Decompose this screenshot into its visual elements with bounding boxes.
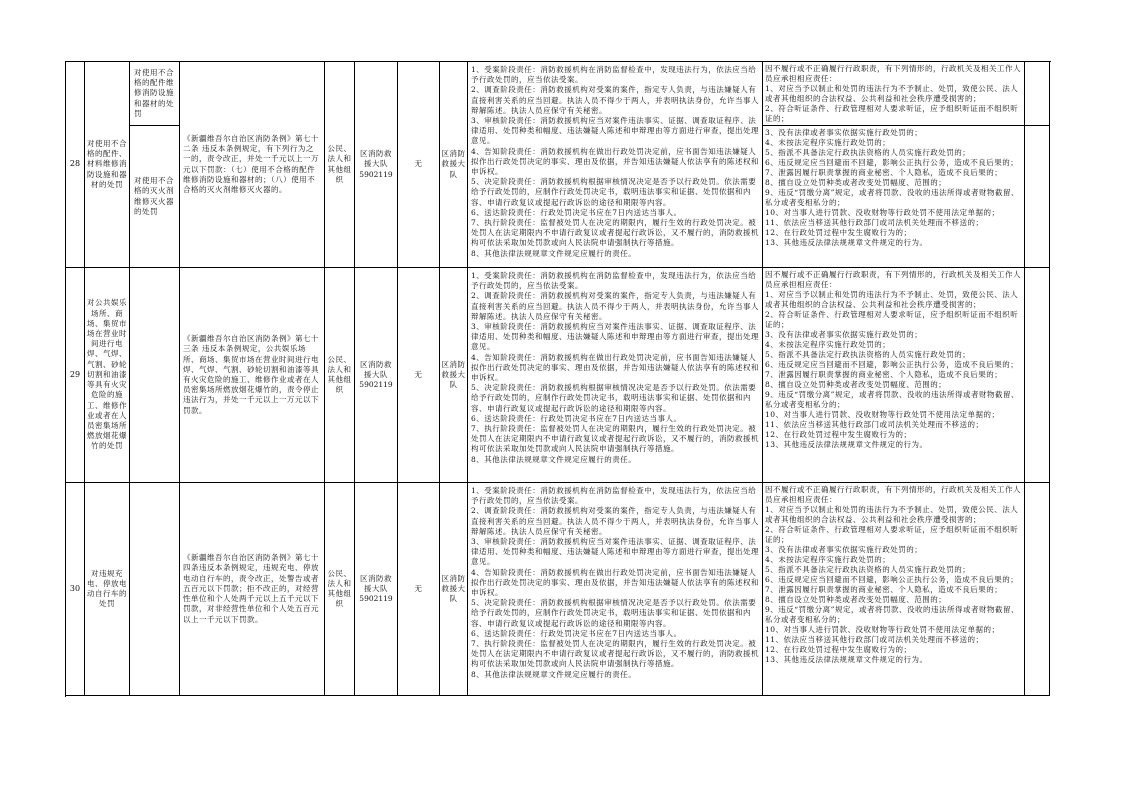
applicable-subject: 公民、法人和其他组织: [327, 354, 352, 395]
legal-basis: 《新疆维吾尔自治区消防条例》第七十三条 违反本条例规定，公共娱乐场所、商场、集贸市场在营业时间进行电焊、气焊、气割、砂轮切割和油漆等具有火灾危险的施工、维修作业或者在人员密集场所燃放烟花爆竹的，责令停止违法行为，并处一千元以上一万元以下罚款。: [183, 334, 319, 415]
none-value: 无: [414, 583, 423, 593]
accountability-item: 6、违反规定应当回避而不回避，影响公正执行公务，造成不良后果的；: [765, 360, 1019, 369]
implementing-body: [357, 574, 395, 605]
accountability-item: 3、没有法律或者事实依据实施行政处罚的；: [765, 330, 923, 339]
responsibility-item: 8、其他法律法规规章文件规定应履行的责任。: [471, 248, 637, 258]
accountability-item: 11、依法应当移送其他行政部门或司法机关处理而不移送的；: [765, 635, 984, 644]
implementing-body-name: 区消防救援大队: [360, 573, 392, 593]
accountability-item: 6、违反规定应当回避而不回避，影响公正执行公务，造成不良后果的；: [765, 158, 1019, 167]
accountability-item: 5、指派不具备法定行政执法资格的人员实施行政处罚的；: [765, 565, 971, 574]
accountability-item: 12、在行政处罚过程中发生腐败行为的；: [765, 645, 912, 654]
remarks-cell: [1025, 268, 1050, 483]
responsibility-list: [471, 271, 759, 465]
responsibility-item: 5、决定阶段责任：消防救援机构根据审核情况决定是否予以行政处罚。依法需要给予行政处罚的，应制作行政处罚决定书，载明违法事实和证据、处罚依据和内容、申请行政复议或提起行政诉讼的途径和期限等内容。: [471, 177, 757, 207]
accountability-cell: [763, 62, 1025, 126]
responsibility-item: 1、受案阶段责任：消防救援机构在消防监督检查中，发现违法行为，依法应当给予行政处罚的，应当依法受案。: [471, 486, 757, 506]
accountability-item: 4、未按法定程序实施行政处罚的；: [765, 340, 891, 349]
accountability-item: 9、违反“罚缴分离”规定，或者将罚款、没收的违法所得或者财物截留、私分或者变相私分的；: [765, 605, 1019, 624]
sub-item-cell: [130, 62, 180, 126]
accountability-item: 11、依法应当移送其他行政部门或司法机关处理而不移送的；: [765, 420, 984, 429]
accountability-item: 13、其他违反法律法规规章文件规定的行为。: [765, 440, 928, 449]
accountability-item: 2、符合听证条件、行政管理相对人要求听证，应予组织听证而不组织听证的；: [765, 104, 1019, 123]
accountability-item: 5、指派不具备法定行政执法资格的人员实施行政处罚的；: [765, 148, 971, 157]
contact-phone: 5902119: [359, 594, 393, 604]
responsibility-item: 2、调查阶段责任：消防救援机构对受案的案件，指定专人负责，与违法嫌疑人有直接利害关系的应当回避。执法人员不得少于两人，并表明执法身份，允许当事人辩解陈述。执法人员应保守有关秘密。: [471, 291, 759, 321]
accountability-list: [765, 128, 1022, 248]
applicable-subject: 公民、法人和其他组织: [327, 568, 352, 609]
undertaking-unit-cell: [440, 268, 468, 483]
accountability-item: 8、擅自设立处罚种类或者改变处罚幅度、范围的；: [765, 380, 947, 389]
accountability-item: 2、符合听证条件、行政管理相对人要求听证，应予组织听证而不组织听证的；: [765, 525, 1019, 544]
accountability-item: 6、违反规定应当回避而不回避，影响公正执行公务，造成不良后果的；: [765, 575, 1019, 584]
responsibility-item: 5、决定阶段责任：消防救援机构根据审核情况决定是否予以行政处罚。依法需要给予行政处罚的，应制作行政处罚决定书，载明违法事实和证据、处罚依据和内容、申请行政复议或提起行政诉讼的途径和期限等内容。: [471, 383, 757, 413]
accountability-item: 5、指派不具备法定行政执法资格的人员实施行政处罚的；: [765, 350, 971, 359]
item-name-cell: [85, 268, 130, 483]
accountability-item: 因不履行或不正确履行行政职责，有下列情形的，行政机关及相关工作人员应承担相应责任：: [765, 270, 1021, 289]
subject-cell: [325, 62, 355, 268]
accountability-cell: [763, 268, 1025, 483]
accountability-item: 7、泄露因履行职责掌握的商业秘密、个人隐私，造成不良后果的；: [765, 370, 1003, 379]
remarks-cell: [1025, 126, 1050, 268]
subject-cell: [325, 268, 355, 483]
responsibility-list: [471, 486, 759, 680]
accountability-item: 1、对应当予以制止和处罚的违法行为不予制止、处罚，致使公民、法人或者其他组织的合法权益、公共利益和社会秩序遭受损害的；: [765, 290, 1019, 309]
item-name-cell: [85, 483, 130, 696]
accountability-item: 8、擅自设立处罚种类或者改变处罚幅度、范围的；: [765, 595, 947, 604]
accountability-item: 3、没有法律或者事实依据实施行政处罚的；: [765, 128, 923, 137]
responsibility-item: 1、受案阶段责任：消防救援机构在消防监督检查中，发现违法行为，依法应当给予行政处罚的，应当依法受案。: [471, 271, 757, 291]
accountability-item: 9、违反“罚缴分离”规定，或者将罚款、没收的违法所得或者财物截留、私分或者变相私分的；: [765, 390, 1019, 409]
responsibility-item: 4、告知阶段责任：消防救援机构在做出行政处罚决定前，应书面告知违法嫌疑人拟作出行政处罚决定的事实、理由及依据，并告知违法嫌疑人依法享有的陈述权和申诉权。: [471, 146, 759, 177]
accountability-item: 11、依法应当移送其他行政部门或司法机关处理而不移送的；: [765, 218, 984, 227]
sub-item-cell: [130, 483, 180, 696]
accountability-item: 12、在行政处罚过程中发生腐败行为的；: [765, 430, 912, 439]
responsibility-item: 2、调查阶段责任：消防救援机构对受案的案件，指定专人负责，与违法嫌疑人有直接利害关系的应当回避。执法人员不得少于两人，并表明执法身份，允许当事人辩解陈述。执法人员应保守有关秘密。: [471, 85, 759, 115]
implementing-body-cell: [355, 62, 398, 268]
responsibility-item: 6、送达阶段责任：行政处罚决定书应在7日内送达当事人。: [471, 628, 682, 638]
responsibility-cell: [468, 268, 763, 483]
row-number: 28: [69, 159, 81, 169]
accountability-item: 10、对当事人进行罚款、没收财物等行政处罚不使用法定单据的；: [765, 208, 1000, 217]
row-number-cell: [66, 483, 85, 696]
implementing-body-name: 区消防救援大队: [360, 359, 392, 379]
accountability-item: 因不履行或不正确履行行政职责，有下列情形的，行政机关及相关工作人员应承担相应责任：: [765, 64, 1021, 83]
implementing-body: [357, 149, 395, 180]
accountability-item: 4、未按法定程序实施行政处罚的；: [765, 138, 891, 147]
responsibility-cell: [468, 62, 763, 268]
responsibility-item: 5、决定阶段责任：消防救援机构根据审核情况决定是否予以行政处罚。依法需要给予行政处罚的，应制作行政处罚决定书，载明违法事实和证据、处罚依据和内容、申请行政复议或提起行政诉讼的途径和期限等内容。: [471, 598, 757, 628]
responsibility-item: 4、告知阶段责任：消防救援机构在做出行政处罚决定前，应书面告知违法嫌疑人拟作出行政处罚决定的事实、理由及依据，并告知违法嫌疑人依法享有的陈述权和申诉权。: [471, 352, 759, 383]
remarks-cell: [1025, 62, 1050, 126]
accountability-item: 7、泄露因履行职责掌握的商业秘密、个人隐私，造成不良后果的；: [765, 585, 1003, 594]
responsibility-item: 6、送达阶段责任：行政处罚决定书应在7日内送达当事人。: [471, 207, 682, 217]
responsibility-item: 3、审核阶段责任：消防救援机构应当对案件违法事实、证据、调查取证程序、法律适用、处罚种类和幅度、违法嫌疑人陈述和申辩理由等方面进行审查，提出处理意见。: [471, 322, 759, 352]
contact-phone: 5902119: [359, 380, 393, 390]
implementing-body-cell: [355, 268, 398, 483]
responsibility-item: 2、调查阶段责任：消防救援机构对受案的案件，指定专人负责，与违法嫌疑人有直接利害关系的应当回避。执法人员不得少于两人，并表明执法身份，允许当事人辩解陈述。执法人员应保守有关秘密。: [471, 506, 759, 536]
undertaking-unit: 区消防救援大队: [441, 359, 466, 390]
row-number: 30: [69, 583, 81, 593]
sub-item-name: 对使用不合格的灭火剂维修灭火器的处罚: [134, 176, 174, 216]
none-value-cell: [398, 268, 440, 483]
table-row: [66, 62, 1050, 268]
table-row: [66, 268, 1050, 483]
responsibility-list: [471, 65, 759, 259]
responsibility-item: 7、执行阶段责任：监督被处罚人在决定的期限内，履行生效的行政处罚决定。被处罚人在法定期限内不申请行政复议或者提起行政诉讼，又不履行的，消防救援机构可依法采取加处罚款或向人民法院申请强制执行等措施。: [471, 218, 759, 248]
undertaking-unit-cell: [440, 483, 468, 696]
responsibility-item: 4、告知阶段责任：消防救援机构在做出行政处罚决定前，应书面告知违法嫌疑人拟作出行政处罚决定的事实、理由及依据，并告知违法嫌疑人依法享有的陈述权和申诉权。: [471, 567, 759, 598]
responsibility-item: 6、送达阶段责任：行政处罚决定书应在7日内送达当事人。: [471, 413, 682, 423]
none-value: 无: [414, 159, 423, 169]
sub-item-cell: [130, 268, 180, 483]
enforcement-table: [65, 61, 1051, 697]
row-number-cell: [66, 62, 85, 268]
row-number-cell: [66, 268, 85, 483]
accountability-item: 10、对当事人进行罚款、没收财物等行政处罚不使用法定单据的；: [765, 410, 1000, 419]
accountability-item: 因不履行或不正确履行行政职责，有下列情形的，行政机关及相关工作人员应承担相应责任：: [765, 485, 1021, 504]
implementing-body-cell: [355, 483, 398, 696]
undertaking-unit-cell: [440, 62, 468, 268]
responsibility-item: 3、审核阶段责任：消防救援机构应当对案件违法事实、证据、调查取证程序、法律适用、处罚种类和幅度、违法嫌疑人陈述和申辩理由等方面进行审查，提出处理意见。: [471, 116, 759, 146]
responsibility-item: 8、其他法律法规规章文件规定应履行的责任。: [471, 454, 637, 464]
item-name: 对使用不合格的配件、材料维修消防设施和器材的处罚: [87, 138, 127, 189]
table-row: [66, 483, 1050, 696]
none-value-cell: [398, 483, 440, 696]
contact-phone: 5902119: [359, 169, 393, 179]
accountability-item: 2、符合听证条件、行政管理相对人要求听证，应予组织听证而不组织听证的；: [765, 310, 1019, 329]
legal-basis: 《新疆维吾尔自治区消防条例》第七十二条 违反本条例规定，有下列行为之一的，责令改正，并处一千元以上一万元以下罚款：（七）使用不合格的配件维修消防设施和器材的；（八）使用不合格的灭火剂维修灭火器的。: [183, 133, 319, 194]
undertaking-unit: 区消防救援大队: [441, 573, 466, 604]
legal-basis-cell: [180, 62, 325, 268]
sub-item-name: 对使用不合格的配件维修消防设施和器材的处罚: [134, 67, 174, 118]
item-name: 对违规充电、停放电动自行车的处罚: [87, 568, 127, 609]
accountability-cell: [763, 126, 1025, 268]
accountability-item: 10、对当事人进行罚款、没收财物等行政处罚不使用法定单据的；: [765, 625, 1000, 634]
responsibility-item: 1、受案阶段责任：消防救援机构在消防监督检查中，发现违法行为，依法应当给予行政处罚的，应当依法受案。: [471, 65, 757, 85]
none-value-cell: [398, 62, 440, 268]
accountability-item: 8、擅自设立处罚种类或者改变处罚幅度、范围的；: [765, 178, 947, 187]
legal-basis: 《新疆维吾尔自治区消防条例》第七十四条违反本条例规定，违规充电、停放电动自行车的，责令改正，处警告或者五百元以下罚款；拒不改正的，对经营性单位和个人处两千元以上五千元以下罚款，对非经营性单位和个人处五百元以上一千元以下罚款。: [183, 553, 319, 624]
accountability-item: 7、泄露因履行职责掌握的商业秘密、个人隐私，造成不良后果的；: [765, 168, 1003, 177]
sub-item-cell: [130, 126, 180, 268]
accountability-item: 4、未按法定程序实施行政处罚的；: [765, 555, 891, 564]
legal-basis-cell: [180, 483, 325, 696]
accountability-item: 13、其他违反法律法规规章文件规定的行为。: [765, 238, 928, 247]
remarks-cell: [1025, 483, 1050, 696]
undertaking-unit: 区消防救援大队: [441, 149, 466, 179]
accountability-item: 1、对应当予以制止和处罚的违法行为不予制止、处罚，致使公民、法人或者其他组织的合法权益、公共利益和社会秩序遭受损害的；: [765, 505, 1019, 524]
accountability-item: 9、违反“罚缴分离”规定，或者将罚款、没收的违法所得或者财物截留、私分或者变相私分的；: [765, 188, 1019, 207]
responsibility-item: 7、执行阶段责任：监督被处罚人在决定的期限内，履行生效的行政处罚决定。被处罚人在法定期限内不申请行政复议或者提起行政诉讼，又不履行的，消防救援机构可依法采取加处罚款或向人民法院申请强制执行等措施。: [471, 639, 759, 669]
responsibility-cell: [468, 483, 763, 696]
accountability-item: 1、对应当予以制止和处罚的违法行为不予制止、处罚，致使公民、法人或者其他组织的合法权益、公共利益和社会秩序遭受损害的；: [765, 84, 1019, 103]
accountability-cell: [763, 483, 1025, 696]
responsibility-item: 3、审核阶段责任：消防救援机构应当对案件违法事实、证据、调查取证程序、法律适用、处罚种类和幅度、违法嫌疑人陈述和申辩理由等方面进行审查，提出处理意见。: [471, 537, 759, 567]
implementing-body-name: 区消防救援大队: [360, 149, 392, 169]
accountability-list: [765, 270, 1022, 450]
accountability-list: [765, 485, 1022, 665]
accountability-item: 13、其他违反法律法规规章文件规定的行为。: [765, 655, 928, 664]
legal-basis-cell: [180, 268, 325, 483]
subject-cell: [325, 483, 355, 696]
row-number: 29: [69, 369, 81, 379]
applicable-subject: 公民、法人和其他组织: [327, 144, 352, 184]
responsibility-item: 8、其他法律法规规章文件规定应履行的责任。: [471, 669, 637, 679]
responsibility-item: 7、执行阶段责任：监督被处罚人在决定的期限内，履行生效的行政处罚决定。被处罚人在法定期限内不申请行政复议或者提起行政诉讼，又不履行的，消防救援机构可依法采取加处罚款或向人民法院申请强制执行等措施。: [471, 424, 759, 454]
item-name: 对公共娱乐场所、商场、集贸市场在营业时间进行电焊、气焊、气割、砂轮切割和油漆等具有火灾危险的施工、维修作业或者在人员密集场所燃放烟花爆竹的处罚: [87, 298, 127, 451]
accountability-item: 3、没有法律或者事实依据实施行政处罚的；: [765, 545, 923, 554]
item-name-cell: [85, 62, 130, 268]
none-value: 无: [414, 369, 423, 379]
accountability-list: [765, 64, 1022, 124]
implementing-body: [357, 360, 395, 391]
accountability-item: 12、在行政处罚过程中发生腐败行为的；: [765, 228, 912, 237]
